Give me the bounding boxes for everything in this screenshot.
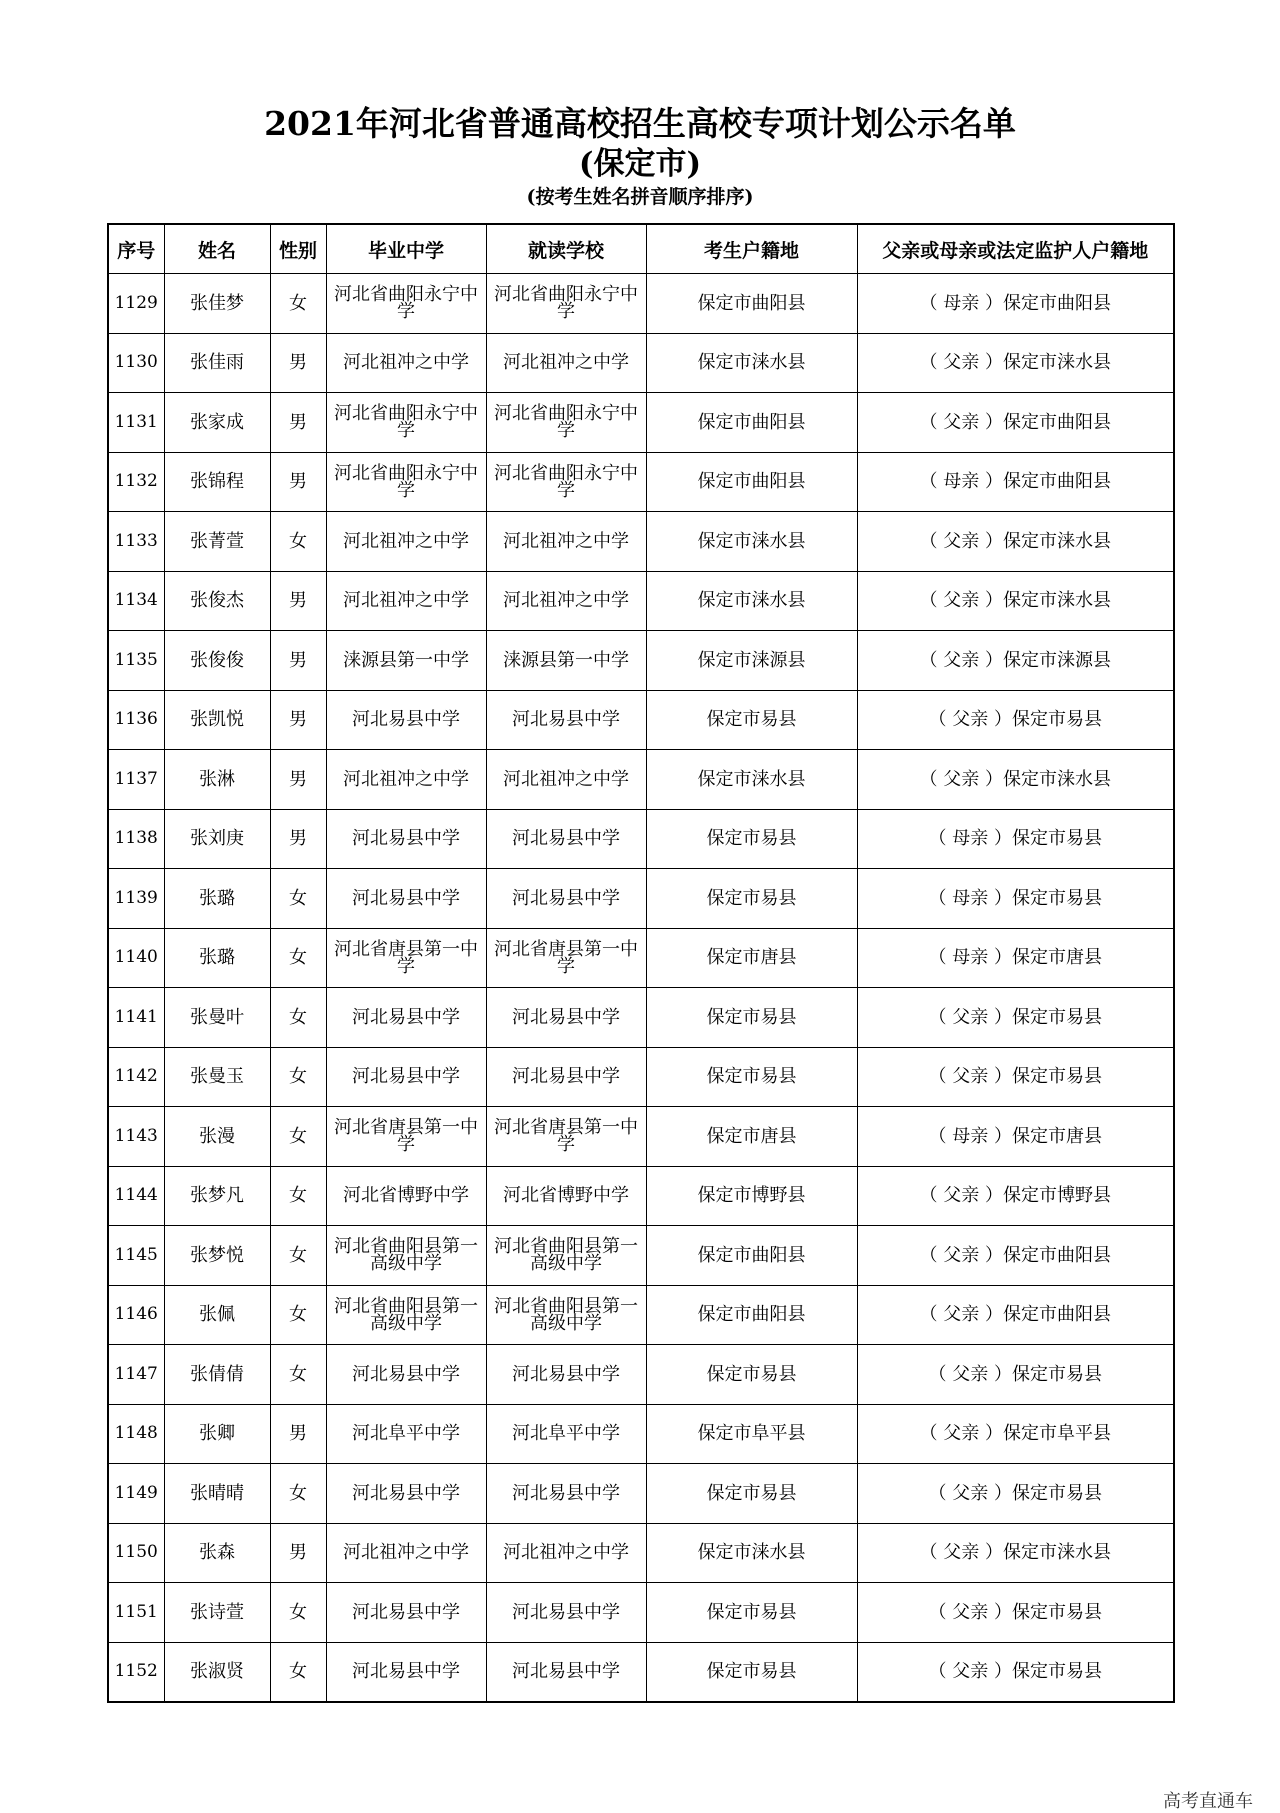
cell-graduation-school: 河北祖冲之中学 [326,571,486,631]
cell-gender: 女 [270,1047,326,1107]
cell-graduation-school: 河北易县中学 [326,809,486,869]
cell-current-school: 河北省曲阳永宁中学 [486,452,646,512]
cell-name: 张淋 [164,750,270,810]
table-row [108,988,1174,1048]
cell-guardian-hukou: （ 父亲 ）保定市博野县 [857,1166,1174,1226]
cell-current-school: 河北易县中学 [486,1583,646,1643]
cell-seq: 1139 [108,869,164,929]
cell-student-hukou: 保定市唐县 [646,1107,857,1167]
cell-guardian-hukou: （ 父亲 ）保定市曲阳县 [857,393,1174,453]
cell-seq: 1132 [108,452,164,512]
cell-seq: 1133 [108,512,164,572]
table-row [108,869,1174,929]
cell-gender: 男 [270,1404,326,1464]
table-header-row [108,224,1174,274]
cell-current-school: 河北祖冲之中学 [486,333,646,393]
document-title: 2021年河北省普通高校招生高校专项计划公示名单 [264,104,1016,143]
cell-gender: 男 [270,393,326,453]
cell-current-school: 河北祖冲之中学 [486,750,646,810]
cell-graduation-school: 河北省唐县第一中学 [326,928,486,988]
cell-student-hukou: 保定市涞水县 [646,333,857,393]
header-guardian-hukou: 父亲或母亲或法定监护人户籍地 [857,224,1174,274]
cell-graduation-school: 河北祖冲之中学 [326,1523,486,1583]
cell-graduation-school: 河北易县中学 [326,1345,486,1405]
table-row [108,690,1174,750]
cell-student-hukou: 保定市曲阳县 [646,274,857,334]
cell-seq: 1147 [108,1345,164,1405]
cell-seq: 1135 [108,631,164,691]
cell-gender: 男 [270,631,326,691]
cell-gender: 女 [270,1166,326,1226]
cell-student-hukou: 保定市易县 [646,690,857,750]
cell-seq: 1131 [108,393,164,453]
cell-graduation-school: 河北易县中学 [326,1464,486,1524]
cell-name: 张刘庚 [164,809,270,869]
cell-current-school: 河北易县中学 [486,1464,646,1524]
cell-student-hukou: 保定市易县 [646,1464,857,1524]
cell-guardian-hukou: （ 父亲 ）保定市曲阳县 [857,1285,1174,1345]
cell-student-hukou: 保定市易县 [646,1047,857,1107]
cell-guardian-hukou: （ 父亲 ）保定市涞源县 [857,631,1174,691]
cell-current-school: 河北易县中学 [486,1642,646,1702]
header-gender: 性别 [270,224,326,274]
cell-seq: 1151 [108,1583,164,1643]
cell-gender: 女 [270,1642,326,1702]
cell-gender: 女 [270,869,326,929]
cell-guardian-hukou: （ 父亲 ）保定市涞水县 [857,512,1174,572]
cell-graduation-school: 涞源县第一中学 [326,631,486,691]
cell-graduation-school: 河北易县中学 [326,1642,486,1702]
cell-student-hukou: 保定市易县 [646,988,857,1048]
cell-graduation-school: 河北省曲阳县第一高级中学 [326,1285,486,1345]
cell-seq: 1136 [108,690,164,750]
cell-seq: 1142 [108,1047,164,1107]
cell-guardian-hukou: （ 父亲 ）保定市易县 [857,690,1174,750]
cell-guardian-hukou: （ 父亲 ）保定市易县 [857,1583,1174,1643]
cell-current-school: 河北易县中学 [486,690,646,750]
cell-gender: 女 [270,1345,326,1405]
admission-list-table [107,223,1175,1703]
cell-student-hukou: 保定市曲阳县 [646,393,857,453]
table-row [108,512,1174,572]
cell-current-school: 河北易县中学 [486,988,646,1048]
table-row [108,928,1174,988]
cell-seq: 1140 [108,928,164,988]
table-row [108,1166,1174,1226]
cell-current-school: 河北易县中学 [486,809,646,869]
cell-current-school: 河北省曲阳永宁中学 [486,274,646,334]
cell-name: 张家成 [164,393,270,453]
cell-guardian-hukou: （ 母亲 ）保定市唐县 [857,928,1174,988]
cell-graduation-school: 河北省曲阳永宁中学 [326,452,486,512]
cell-guardian-hukou: （ 母亲 ）保定市易县 [857,809,1174,869]
cell-name: 张璐 [164,928,270,988]
cell-graduation-school: 河北省曲阳县第一高级中学 [326,1226,486,1286]
header-graduation-school: 毕业中学 [326,224,486,274]
cell-current-school: 河北易县中学 [486,869,646,929]
cell-guardian-hukou: （ 母亲 ）保定市唐县 [857,1107,1174,1167]
document-subtitle: (保定市) [578,146,702,182]
cell-guardian-hukou: （ 父亲 ）保定市曲阳县 [857,1226,1174,1286]
cell-guardian-hukou: （ 父亲 ）保定市涞水县 [857,333,1174,393]
table-row [108,809,1174,869]
cell-gender: 女 [270,1226,326,1286]
cell-gender: 女 [270,988,326,1048]
table-row [108,571,1174,631]
cell-seq: 1149 [108,1464,164,1524]
cell-student-hukou: 保定市涞水县 [646,571,857,631]
cell-student-hukou: 保定市易县 [646,1345,857,1405]
cell-current-school: 河北省博野中学 [486,1166,646,1226]
cell-seq: 1138 [108,809,164,869]
table-row [108,333,1174,393]
cell-graduation-school: 河北省曲阳永宁中学 [326,393,486,453]
cell-student-hukou: 保定市博野县 [646,1166,857,1226]
cell-name: 张诗萱 [164,1583,270,1643]
cell-gender: 男 [270,750,326,810]
cell-seq: 1144 [108,1166,164,1226]
cell-name: 张佳梦 [164,274,270,334]
cell-name: 张淑贤 [164,1642,270,1702]
cell-graduation-school: 河北祖冲之中学 [326,750,486,810]
cell-student-hukou: 保定市唐县 [646,928,857,988]
cell-gender: 男 [270,690,326,750]
cell-name: 张锦程 [164,452,270,512]
cell-name: 张晴晴 [164,1464,270,1524]
cell-name: 张俊俊 [164,631,270,691]
cell-gender: 男 [270,333,326,393]
table-row [108,1226,1174,1286]
cell-current-school: 河北省曲阳县第一高级中学 [486,1226,646,1286]
table-row [108,1523,1174,1583]
cell-student-hukou: 保定市易县 [646,869,857,929]
cell-graduation-school: 河北易县中学 [326,1583,486,1643]
cell-guardian-hukou: （ 母亲 ）保定市曲阳县 [857,274,1174,334]
watermark: 高考直通车 [1163,1791,1253,1812]
cell-seq: 1137 [108,750,164,810]
cell-gender: 女 [270,1583,326,1643]
cell-guardian-hukou: （ 父亲 ）保定市易县 [857,988,1174,1048]
header-student-hukou: 考生户籍地 [646,224,857,274]
cell-name: 张佩 [164,1285,270,1345]
cell-graduation-school: 河北阜平中学 [326,1404,486,1464]
cell-current-school: 河北省曲阳永宁中学 [486,393,646,453]
sort-note: (按考生姓名拼音顺序排序) [526,186,754,208]
header-name: 姓名 [164,224,270,274]
cell-seq: 1146 [108,1285,164,1345]
cell-gender: 男 [270,1523,326,1583]
cell-guardian-hukou: （ 父亲 ）保定市易县 [857,1464,1174,1524]
cell-graduation-school: 河北省曲阳永宁中学 [326,274,486,334]
cell-gender: 女 [270,1285,326,1345]
cell-guardian-hukou: （ 父亲 ）保定市易县 [857,1047,1174,1107]
cell-gender: 女 [270,928,326,988]
cell-name: 张俊杰 [164,571,270,631]
table-row [108,1285,1174,1345]
cell-name: 张漫 [164,1107,270,1167]
cell-graduation-school: 河北易县中学 [326,988,486,1048]
cell-current-school: 河北易县中学 [486,1047,646,1107]
cell-guardian-hukou: （ 父亲 ）保定市易县 [857,1345,1174,1405]
cell-current-school: 河北祖冲之中学 [486,1523,646,1583]
cell-current-school: 河北祖冲之中学 [486,571,646,631]
cell-graduation-school: 河北省唐县第一中学 [326,1107,486,1167]
cell-current-school: 河北阜平中学 [486,1404,646,1464]
cell-student-hukou: 保定市易县 [646,809,857,869]
cell-seq: 1143 [108,1107,164,1167]
cell-gender: 男 [270,809,326,869]
table-row [108,452,1174,512]
cell-student-hukou: 保定市曲阳县 [646,1285,857,1345]
cell-seq: 1134 [108,571,164,631]
cell-student-hukou: 保定市涞水县 [646,1523,857,1583]
cell-seq: 1130 [108,333,164,393]
cell-graduation-school: 河北易县中学 [326,869,486,929]
cell-seq: 1152 [108,1642,164,1702]
table-row [108,1642,1174,1702]
cell-name: 张凯悦 [164,690,270,750]
cell-gender: 女 [270,512,326,572]
table-row [108,1464,1174,1524]
cell-name: 张璐 [164,869,270,929]
cell-student-hukou: 保定市易县 [646,1642,857,1702]
cell-guardian-hukou: （ 父亲 ）保定市涞水县 [857,750,1174,810]
cell-guardian-hukou: （ 父亲 ）保定市涞水县 [857,1523,1174,1583]
cell-name: 张菁萱 [164,512,270,572]
cell-gender: 男 [270,452,326,512]
table-row [108,1107,1174,1167]
cell-student-hukou: 保定市曲阳县 [646,452,857,512]
table-row [108,393,1174,453]
header-current-school: 就读学校 [486,224,646,274]
cell-student-hukou: 保定市曲阳县 [646,1226,857,1286]
cell-graduation-school: 河北易县中学 [326,690,486,750]
cell-seq: 1145 [108,1226,164,1286]
table-row [108,274,1174,334]
cell-graduation-school: 河北祖冲之中学 [326,512,486,572]
cell-name: 张森 [164,1523,270,1583]
cell-name: 张梦悦 [164,1226,270,1286]
cell-name: 张梦凡 [164,1166,270,1226]
table-row [108,631,1174,691]
cell-gender: 女 [270,1464,326,1524]
cell-graduation-school: 河北易县中学 [326,1047,486,1107]
table-row [108,750,1174,810]
table-row [108,1345,1174,1405]
cell-seq: 1150 [108,1523,164,1583]
cell-name: 张佳雨 [164,333,270,393]
cell-guardian-hukou: （ 父亲 ）保定市易县 [857,1642,1174,1702]
cell-name: 张卿 [164,1404,270,1464]
cell-guardian-hukou: （ 母亲 ）保定市曲阳县 [857,452,1174,512]
cell-guardian-hukou: （ 父亲 ）保定市阜平县 [857,1404,1174,1464]
cell-graduation-school: 河北祖冲之中学 [326,333,486,393]
table-row [108,1404,1174,1464]
table-row [108,1047,1174,1107]
cell-seq: 1148 [108,1404,164,1464]
header-seq: 序号 [108,224,164,274]
cell-current-school: 河北易县中学 [486,1345,646,1405]
cell-graduation-school: 河北省博野中学 [326,1166,486,1226]
cell-student-hukou: 保定市阜平县 [646,1404,857,1464]
cell-student-hukou: 保定市易县 [646,1583,857,1643]
cell-gender: 女 [270,1107,326,1167]
cell-name: 张曼玉 [164,1047,270,1107]
table-row [108,1583,1174,1643]
cell-current-school: 涞源县第一中学 [486,631,646,691]
cell-student-hukou: 保定市涞水县 [646,512,857,572]
cell-student-hukou: 保定市涞源县 [646,631,857,691]
cell-name: 张倩倩 [164,1345,270,1405]
cell-current-school: 河北祖冲之中学 [486,512,646,572]
cell-name: 张曼叶 [164,988,270,1048]
cell-current-school: 河北省唐县第一中学 [486,1107,646,1167]
cell-gender: 女 [270,274,326,334]
cell-gender: 男 [270,571,326,631]
cell-guardian-hukou: （ 父亲 ）保定市涞水县 [857,571,1174,631]
cell-seq: 1141 [108,988,164,1048]
cell-current-school: 河北省唐县第一中学 [486,928,646,988]
cell-current-school: 河北省曲阳县第一高级中学 [486,1285,646,1345]
cell-student-hukou: 保定市涞水县 [646,750,857,810]
cell-seq: 1129 [108,274,164,334]
cell-guardian-hukou: （ 母亲 ）保定市易县 [857,869,1174,929]
